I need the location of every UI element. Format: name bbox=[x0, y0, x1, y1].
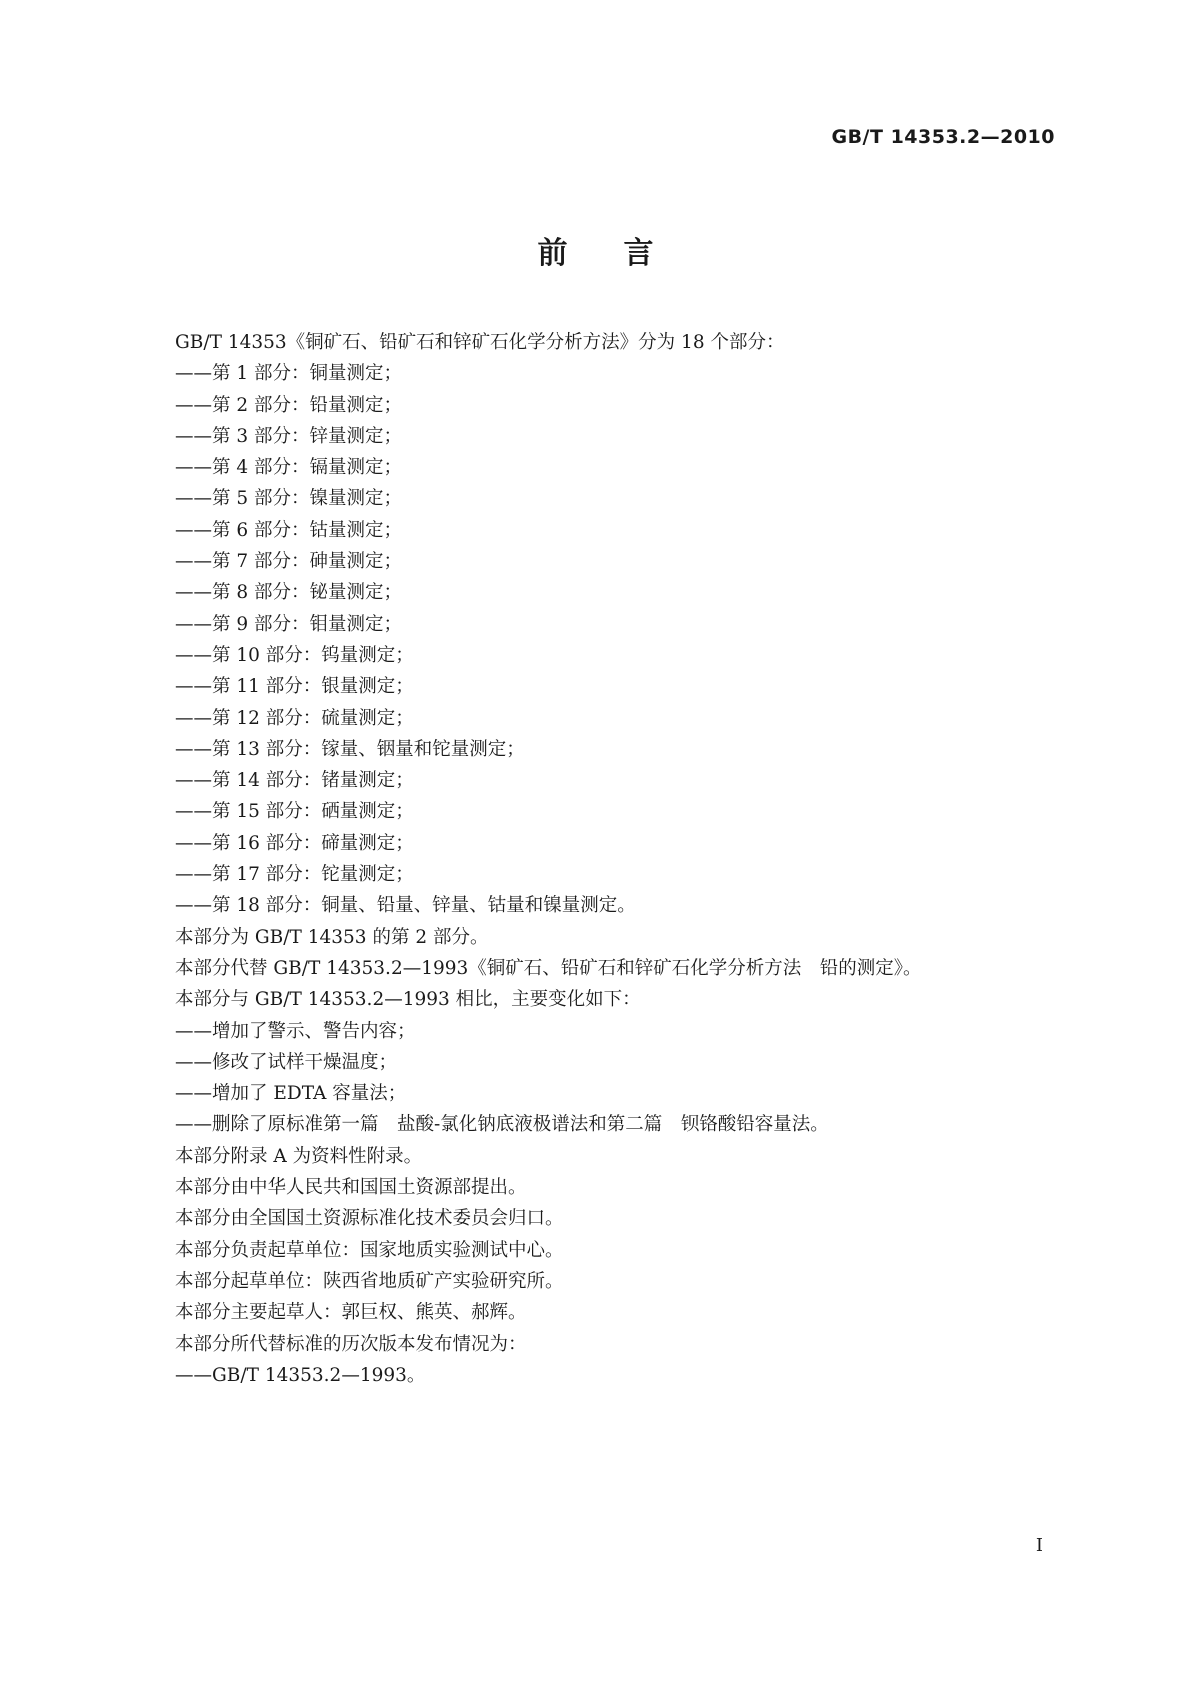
list-item: ——第 1 部分：铜量测定； bbox=[175, 363, 403, 385]
list-item: ——修改了试样干燥温度； bbox=[175, 1051, 398, 1073]
document-code: GB/T 14353.2—2010 bbox=[831, 126, 1055, 148]
list-item: ——第 17 部分：铊量测定； bbox=[175, 864, 414, 886]
text-line: 本部分所代替标准的历次版本发布情况为： bbox=[175, 1333, 527, 1355]
page-title: 前言 bbox=[537, 236, 710, 271]
list-item: ——第 13 部分：镓量、铟量和铊量测定； bbox=[175, 738, 525, 760]
text-line: 本部分起草单位：陕西省地质矿产实验研究所。 bbox=[175, 1270, 564, 1292]
list-item: ——第 8 部分：铋量测定； bbox=[175, 582, 403, 604]
list-item: ——第 9 部分：钼量测定； bbox=[175, 613, 403, 635]
list-item: ——增加了 EDTA 容量法； bbox=[175, 1083, 407, 1105]
text-line: 本部分与 GB/T 14353.2—1993 相比，主要变化如下： bbox=[175, 989, 641, 1011]
list-item: ——第 11 部分：银量测定； bbox=[175, 676, 414, 698]
list-item: ——第 5 部分：镍量测定； bbox=[175, 488, 403, 510]
text-line: 本部分代替 GB/T 14353.2—1993《铜矿石、铅矿石和锌矿石化学分析方法 铅的测定》。 bbox=[175, 957, 922, 979]
list-item: ——第 18 部分：铜量、铅量、锌量、钴量和镍量测定。 bbox=[175, 895, 636, 917]
text-line: 本部分主要起草人：郭巨权、熊英、郝辉。 bbox=[175, 1302, 527, 1324]
text-line: 本部分由中华人民共和国国土资源部提出。 bbox=[175, 1177, 527, 1199]
list-item: ——第 6 部分：钴量测定； bbox=[175, 519, 403, 541]
list-item: ——第 3 部分：锌量测定； bbox=[175, 425, 403, 447]
list-item: ——第 10 部分：钨量测定； bbox=[175, 644, 414, 666]
text-line: 本部分负责起草单位：国家地质实验测试中心。 bbox=[175, 1239, 564, 1261]
list-item: ——第 14 部分：锗量测定； bbox=[175, 770, 414, 792]
text-line: GB/T 14353《铜矿石、铅矿石和锌矿石化学分析方法》分为 18 个部分： bbox=[175, 332, 785, 353]
list-item: ——增加了警示、警告内容； bbox=[175, 1020, 416, 1042]
list-item: ——第 7 部分：砷量测定； bbox=[175, 551, 403, 573]
foreword-body bbox=[175, 327, 1055, 1391]
text-line: 本部分附录 A 为资料性附录。 bbox=[175, 1145, 423, 1167]
text-line: 本部分为 GB/T 14353 的第 2 部分。 bbox=[175, 926, 489, 948]
list-item: ——第 16 部分：碲量测定； bbox=[175, 832, 414, 854]
list-item: ——删除了原标准第一篇 盐酸-氯化钠底液极谱法和第二篇 钡铬酸铅容量法。 bbox=[175, 1114, 829, 1136]
list-item: ——第 2 部分：铅量测定； bbox=[175, 394, 403, 416]
list-item: ——GB/T 14353.2—1993。 bbox=[175, 1364, 426, 1386]
list-item: ——第 12 部分：硫量测定； bbox=[175, 707, 414, 729]
list-item: ——第 15 部分：硒量测定； bbox=[175, 801, 414, 823]
text-line: 本部分由全国国土资源标准化技术委员会归口。 bbox=[175, 1208, 564, 1230]
list-item: ——第 4 部分：镉量测定； bbox=[175, 457, 403, 479]
page-number: I bbox=[1035, 1535, 1043, 1556]
